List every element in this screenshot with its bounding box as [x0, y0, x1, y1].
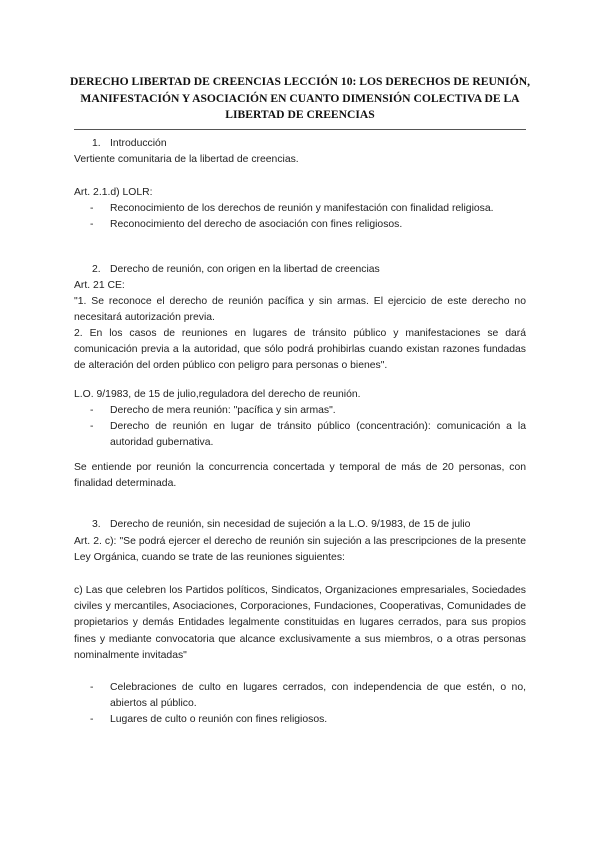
bullet-dash: -	[90, 714, 94, 725]
title-divider	[74, 129, 526, 130]
quote-paragraph: c) Las que celebren los Partidos políticos, Sindicatos, Organizaciones empresariales, Sociedades civiles y mercantiles, Asociaciones, Corporaciones, Fundaciones, Cooperativas, Comunidades de propietarios y demás Entidades legalmente constituidas en lugares cerrados, para sus propios fines y mediante convocatoria que alcance exclusivamente a sus miembros, o a otras personas nominalmente invitadas"	[74, 585, 526, 661]
list-item: - Derecho de mera reunión: "pacífica y sin armas".	[90, 403, 526, 419]
section-heading: Introducción	[110, 138, 167, 149]
bullet-dash: -	[90, 219, 94, 230]
list-item: - Celebraciones de culto en lugares cerrados, con independencia de que estén, o no, abiertos al público.	[90, 682, 526, 710]
title-line: LIBERTAD DE CREENCIAS	[225, 108, 375, 122]
section-1-text: Vertiente comunitaria de la libertad de creencias.	[74, 154, 299, 165]
section-number: 2.	[92, 264, 101, 275]
section-1-heading	[74, 136, 526, 152]
document-title	[60, 74, 540, 124]
quote-paragraph: "1. Se reconoce el derecho de reunión pacífica y sin armas. El ejercicio de este derecho no necesitará autorización previa.	[74, 296, 526, 324]
section-2-art: Art. 21 CE:	[74, 280, 125, 291]
list-item: - Reconocimiento de los derechos de reunión y manifestación con finalidad religiosa.	[90, 201, 526, 217]
title-line: DERECHO LIBERTAD DE CREENCIAS LECCIÓN 10: LOS DERECHOS DE REUNIÓN,	[70, 75, 530, 88]
bullet-dash: -	[90, 405, 94, 416]
section-2-heading	[74, 262, 526, 278]
section-heading: Derecho de reunión, con origen en la libertad de creencias	[110, 264, 380, 275]
list-item: - Lugares de culto o reunión con fines religiosos.	[90, 712, 526, 728]
title-line: MANIFESTACIÓN Y ASOCIACIÓN EN CUANTO DIMENSIÓN COLECTIVA DE LA	[80, 91, 520, 105]
section-3-heading	[74, 517, 526, 533]
list-item: - Derecho de reunión en lugar de tránsito público (concentración): comunicación a la autoridad gubernativa.	[90, 421, 526, 449]
bullet-dash: -	[90, 421, 94, 432]
list-item: - Reconocimiento del derecho de asociación con fines religiosos.	[90, 217, 526, 233]
section-number: 1.	[92, 138, 101, 149]
section-number: 3.	[92, 519, 101, 530]
bullet-dash: -	[90, 203, 94, 214]
definition-paragraph: Se entiende por reunión la concurrencia concertada y temporal de más de 20 personas, con finalidad determinada.	[74, 462, 526, 490]
section-3-art: Art. 2. c): "Se podrá ejercer el derecho de reunión sin sujeción a las prescripciones de la presente Ley Orgánica, cuando se trate de las reuniones siguientes:	[74, 536, 526, 564]
section-heading: Derecho de reunión, sin necesidad de sujeción a la L.O. 9/1983, de 15 de julio	[110, 519, 471, 530]
section-1-art: Art. 2.1.d) LOLR:	[74, 187, 153, 198]
quote-paragraph: 2. En los casos de reuniones en lugares de tránsito público y manifestaciones se dará comunicación previa a la autoridad, que sólo podrá prohibirlas cuando existan razones fundadas de alteración del orden público con peligro para personas o bienes".	[74, 328, 526, 372]
law-reference: L.O. 9/1983, de 15 de julio,reguladora del derecho de reunión.	[74, 389, 361, 400]
bullet-dash: -	[90, 682, 94, 693]
